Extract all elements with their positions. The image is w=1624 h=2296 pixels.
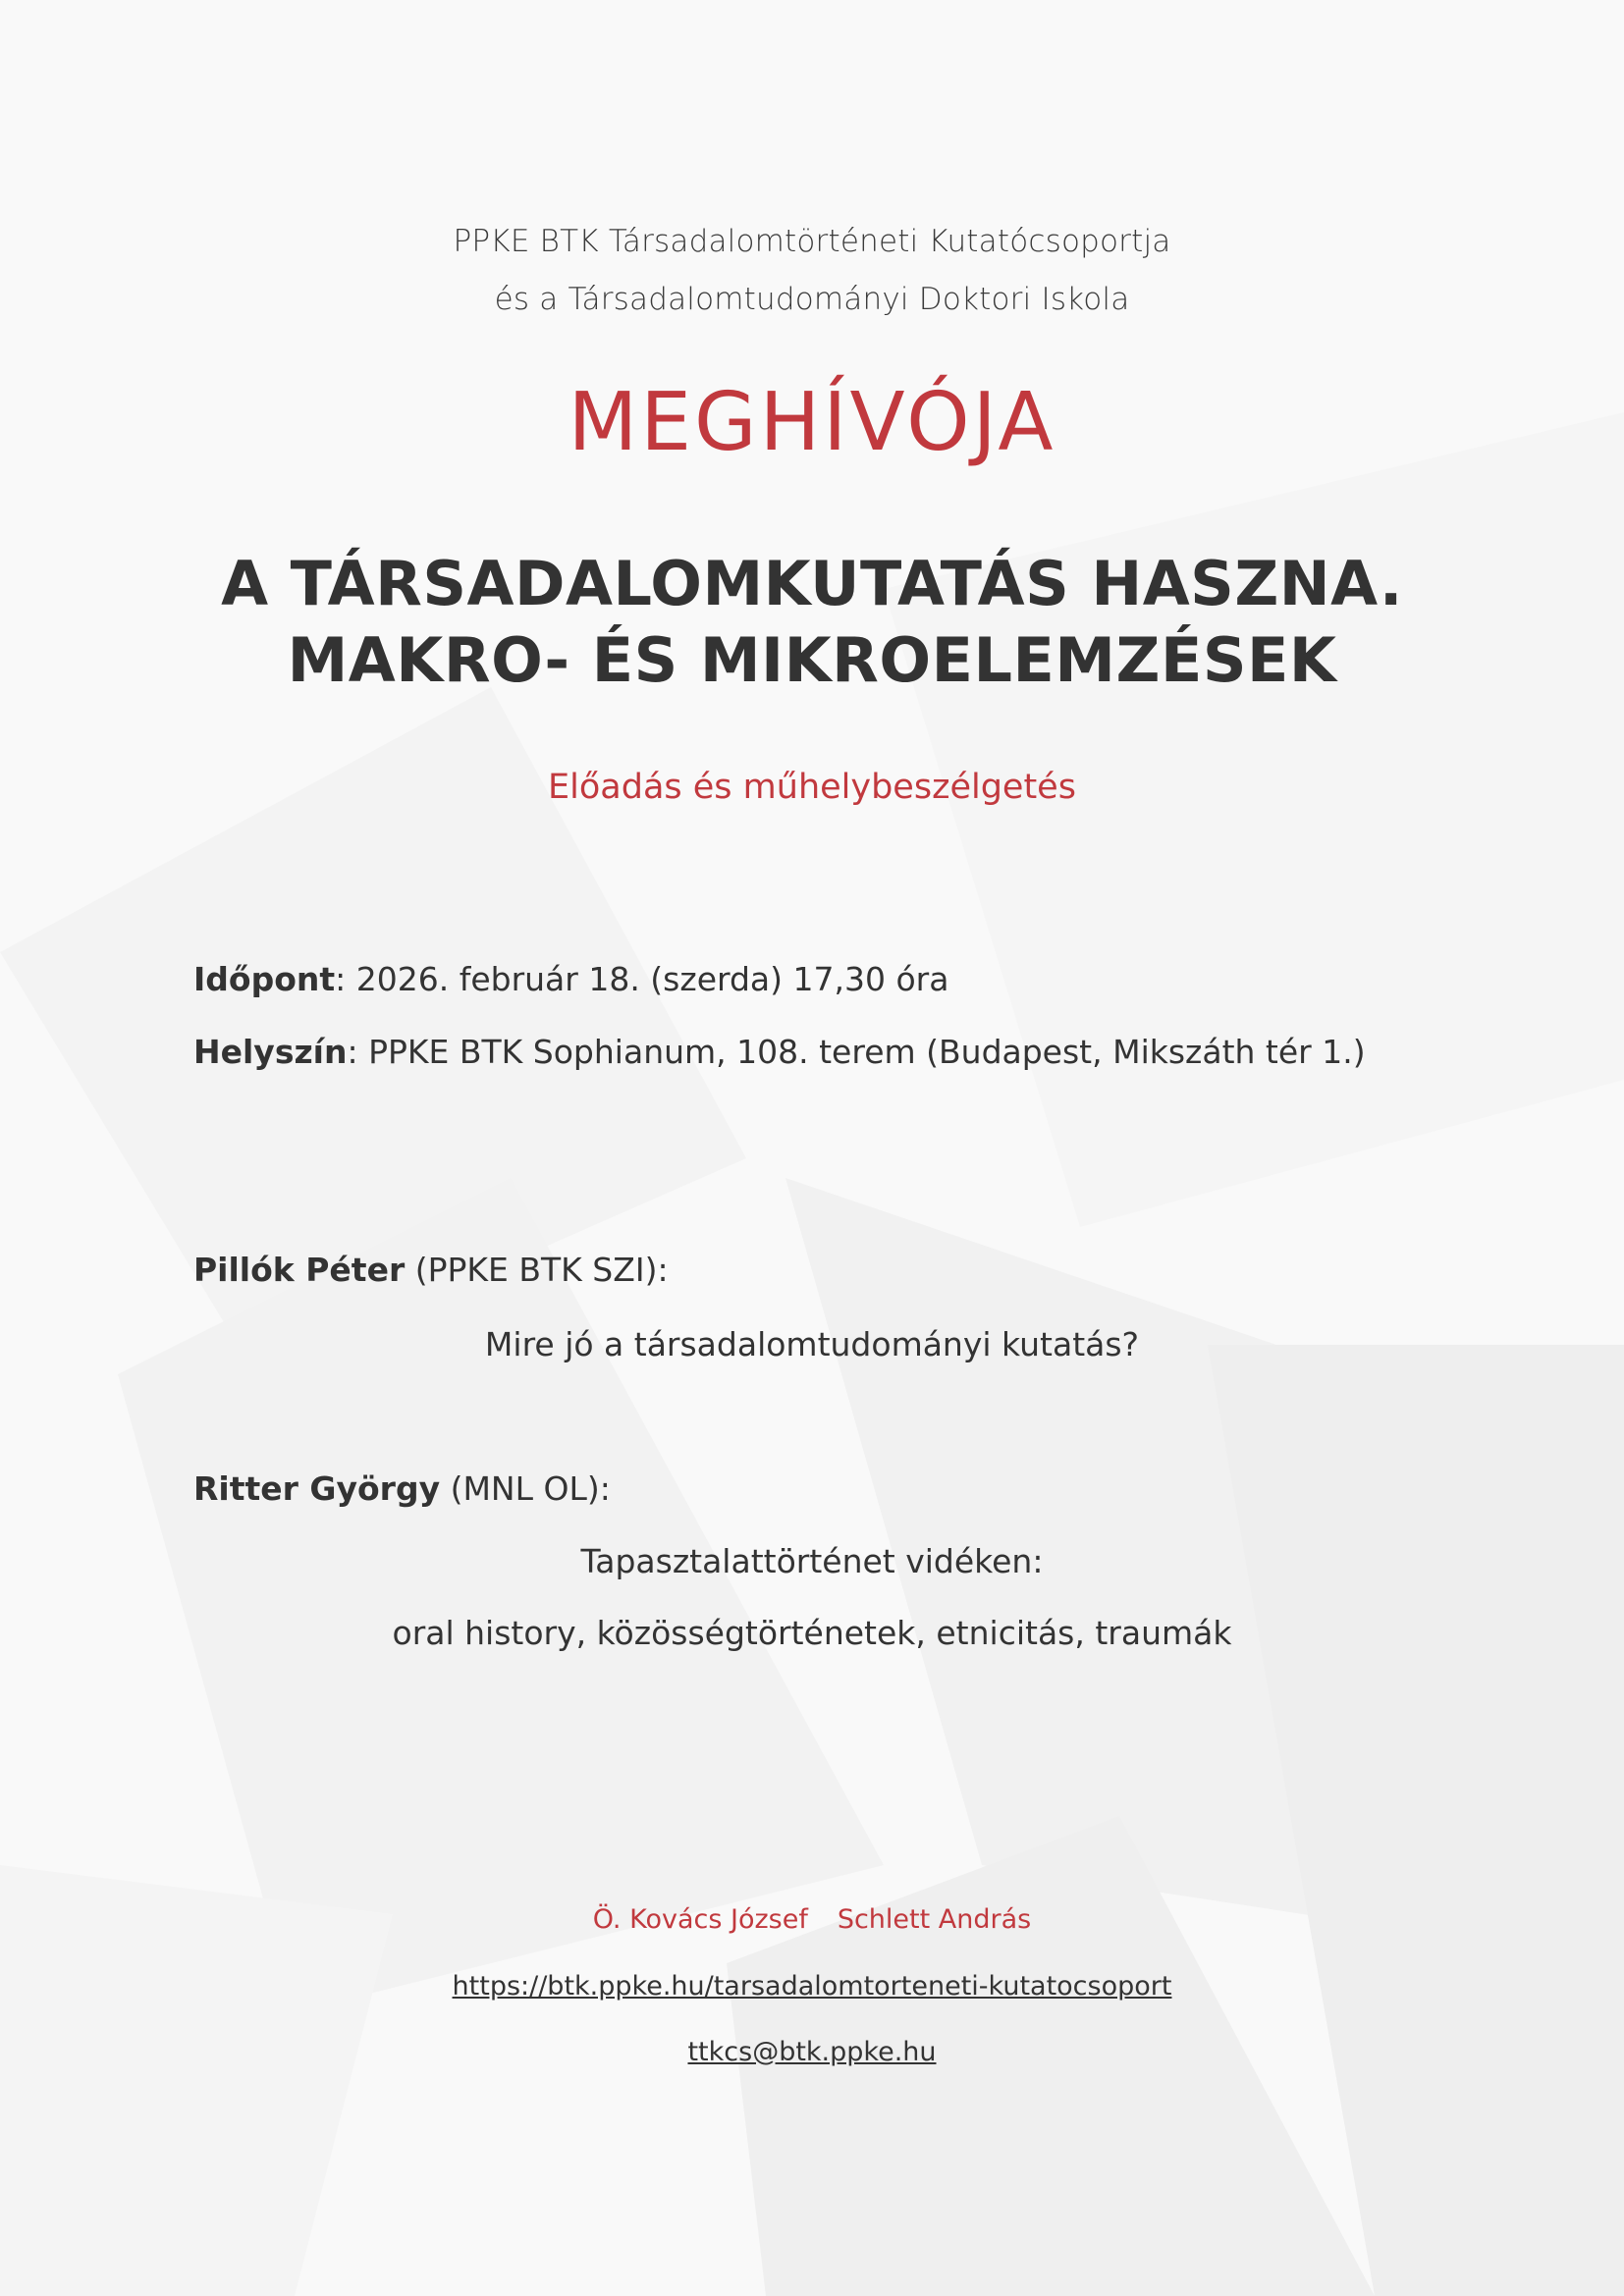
talk-title-2-line-1: Tapasztalattörténet vidéken: bbox=[580, 1542, 1044, 1580]
event-subtitle: Előadás és műhelybeszélgetés bbox=[548, 768, 1076, 807]
time-value: : 2026. február 18. (szerda) 17,30 óra bbox=[335, 960, 949, 998]
event-title-line-1: A TÁRSADALOMKUTATÁS HASZNA. bbox=[221, 548, 1403, 619]
place-label: Helyszín bbox=[193, 1033, 348, 1071]
speaker-affiliation: (PPKE BTK SZI): bbox=[405, 1251, 669, 1289]
email-row bbox=[0, 2037, 1624, 2067]
talk-title-1: Mire jó a társadalomtudományi kutatás? bbox=[484, 1325, 1140, 1363]
organizers bbox=[0, 1904, 1624, 1935]
time-label: Időpont bbox=[193, 960, 336, 998]
place-value: : PPKE BTK Sophianum, 108. terem (Budapest, Mikszáth tér 1.) bbox=[347, 1033, 1366, 1071]
event-place bbox=[193, 1033, 1366, 1071]
speaker-affiliation: (MNL OL): bbox=[440, 1469, 611, 1508]
event-time bbox=[193, 960, 948, 998]
speaker-name: Ritter György bbox=[193, 1469, 441, 1508]
invitation-heading: MEGHÍVÓJA bbox=[568, 376, 1056, 469]
organizer-line-1: PPKE BTK Társadalomtörténeti Kutatócsoportja bbox=[453, 224, 1171, 259]
organizer-name: Schlett András bbox=[837, 1904, 1032, 1935]
talk-title-2-line-2: oral history, közösségtörténetek, etnicitás, traumák bbox=[392, 1614, 1232, 1652]
organizer-name: Ö. Kovács József bbox=[592, 1904, 808, 1935]
email-link[interactable]: ttkcs@btk.ppke.hu bbox=[687, 2037, 937, 2067]
website-link[interactable]: https://btk.ppke.hu/tarsadalomtorteneti-kutatocsoport bbox=[452, 1971, 1172, 2002]
event-title bbox=[0, 546, 1624, 699]
speaker-2 bbox=[193, 1469, 611, 1508]
speaker-name: Pillók Péter bbox=[193, 1251, 406, 1289]
organizer-line-2: és a Társadalomtudományi Doktori Iskola bbox=[494, 282, 1130, 317]
event-title-line-2: MAKRO- ÉS MIKROELEMZÉSEK bbox=[287, 624, 1337, 696]
website-row bbox=[0, 1971, 1624, 2002]
speaker-1 bbox=[193, 1251, 669, 1289]
